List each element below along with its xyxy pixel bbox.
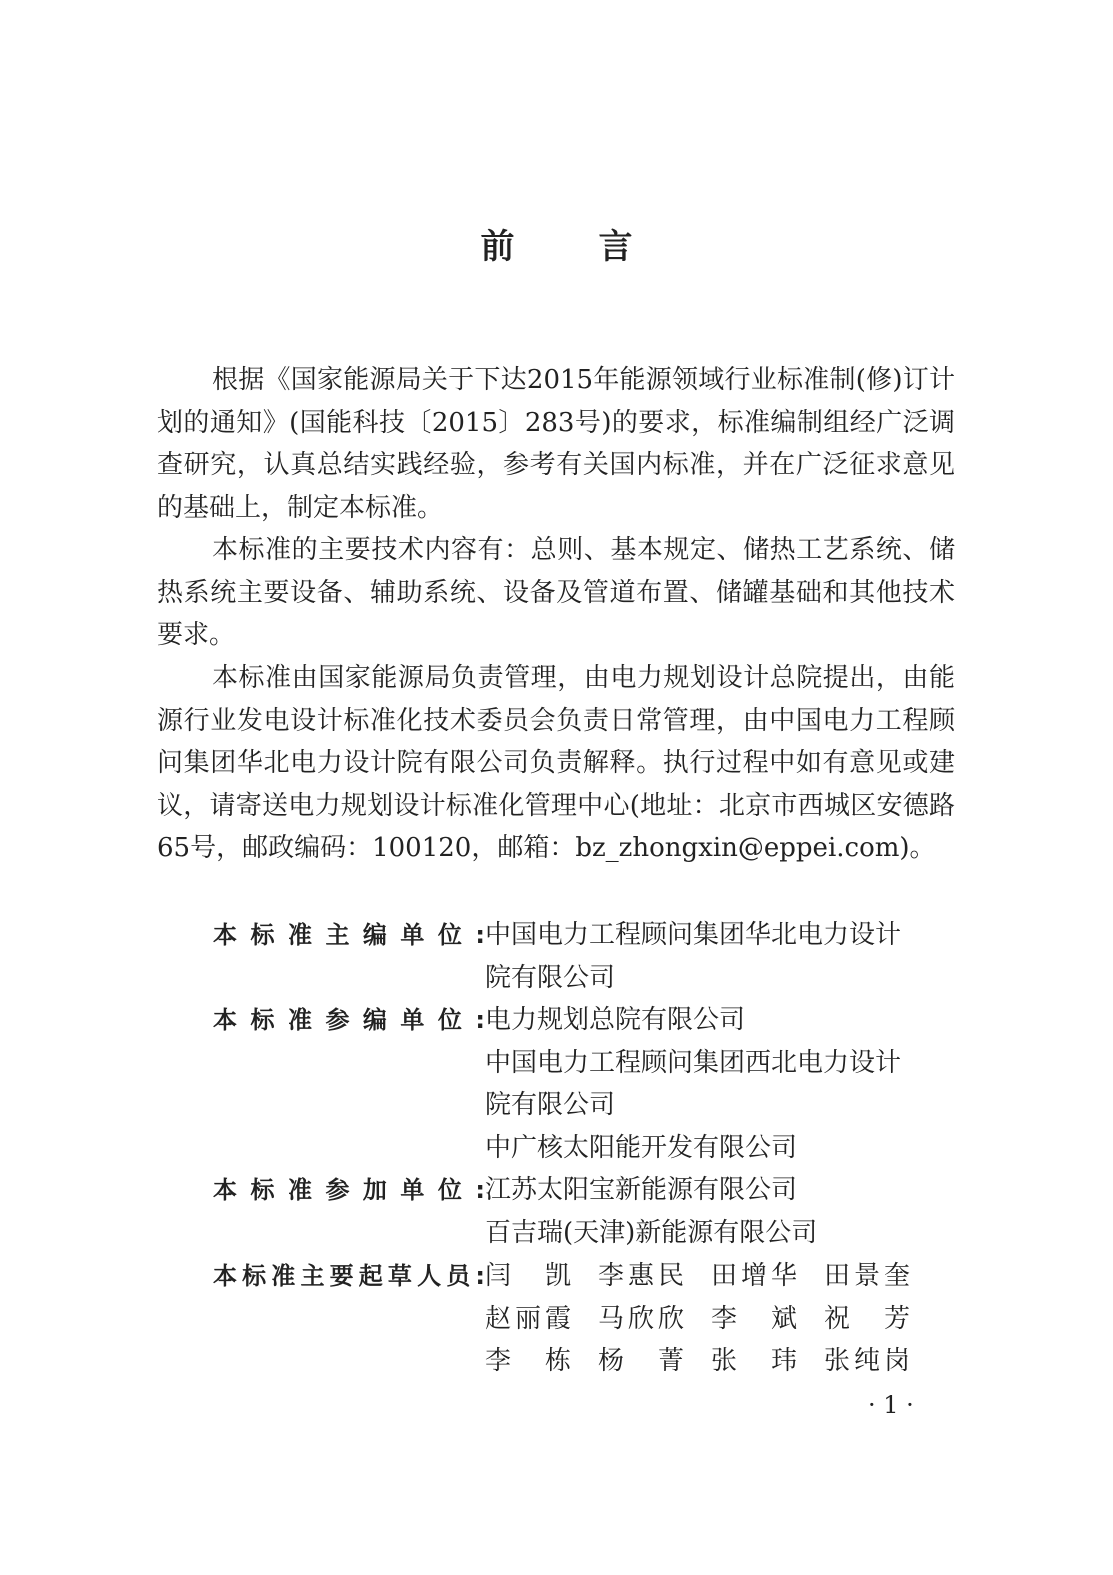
drafter-name: 祝芳 <box>824 1303 910 1334</box>
unit-line: 百吉瑞(天津)新能源有限公司 <box>485 1217 818 1248</box>
drafters-label: 本标准主要起草人员: <box>213 1262 485 1290</box>
drafter-name: 马欣欣 <box>598 1303 684 1334</box>
paragraph-basis <box>157 359 955 529</box>
drafter-name: 田景奎 <box>824 1261 910 1291</box>
page-title: 前言 <box>480 227 717 267</box>
paragraph-text: 本标准由国家能源局负责管理，由电力规划设计总院提出，由能源行业发电设计标准化技术委员会负责日常管理，由中国电力工程顾问集团华北电力设计院有限公司负责解释。执行过程中如有意见或建议，请寄送电力规划设计标准化管理中心(地址：北京市西城区安德路65号，邮政编码：100120，邮箱：bz_zhongxin@eppei.com)。 <box>157 663 955 864</box>
paragraph-management <box>157 657 955 870</box>
participating-unit-value <box>485 999 965 1169</box>
unit-line: 院有限公司 <box>485 1090 616 1121</box>
drafter-name: 李惠民 <box>598 1261 684 1291</box>
unit-line: 中广核太阳能开发有限公司 <box>485 1132 798 1163</box>
drafter-name: 闫凯 <box>485 1261 571 1291</box>
unit-line: 院有限公司 <box>485 962 616 993</box>
paragraph-content <box>157 529 955 657</box>
unit-line: 中国电力工程顾问集团华北电力设计 <box>485 920 902 950</box>
drafter-name: 田增华 <box>711 1261 797 1291</box>
drafter-name: 李栋 <box>485 1346 571 1377</box>
joining-unit-label: 本标准参加单位: <box>213 1176 485 1204</box>
unit-line: 江苏太阳宝新能源有限公司 <box>485 1175 798 1205</box>
chief-unit-label: 本标准主编单位: <box>213 921 485 949</box>
drafter-name: 张玮 <box>711 1346 797 1377</box>
unit-line: 中国电力工程顾问集团西北电力设计 <box>485 1047 902 1078</box>
drafters-value <box>485 1255 965 1383</box>
paragraph-text: 根据《国家能源局关于下达2015年能源领域行业标准制(修)订计划的通知》(国能科技〔2015〕283号)的要求，标准编制组经广泛调查研究，认真总结实践经验，参考有关国内标准，并在广泛征求意见的基础上，制定本标准。 <box>157 365 955 523</box>
joining-unit-value <box>485 1169 965 1254</box>
chief-unit-value <box>485 914 965 999</box>
drafters-grid <box>485 1255 965 1383</box>
page-number: · 1 · <box>868 1391 914 1419</box>
drafter-name: 李斌 <box>711 1303 797 1334</box>
drafter-name: 赵丽霞 <box>485 1303 571 1334</box>
drafter-name: 杨菁 <box>598 1346 684 1377</box>
unit-line: 电力规划总院有限公司 <box>485 1005 746 1035</box>
paragraph-text: 本标准的主要技术内容有：总则、基本规定、储热工艺系统、储热系统主要设备、辅助系统、设备及管道布置、储罐基础和其他技术要求。 <box>157 535 955 651</box>
participating-unit-label: 本标准参编单位: <box>213 1006 485 1034</box>
drafter-name: 张纯岗 <box>824 1346 910 1377</box>
